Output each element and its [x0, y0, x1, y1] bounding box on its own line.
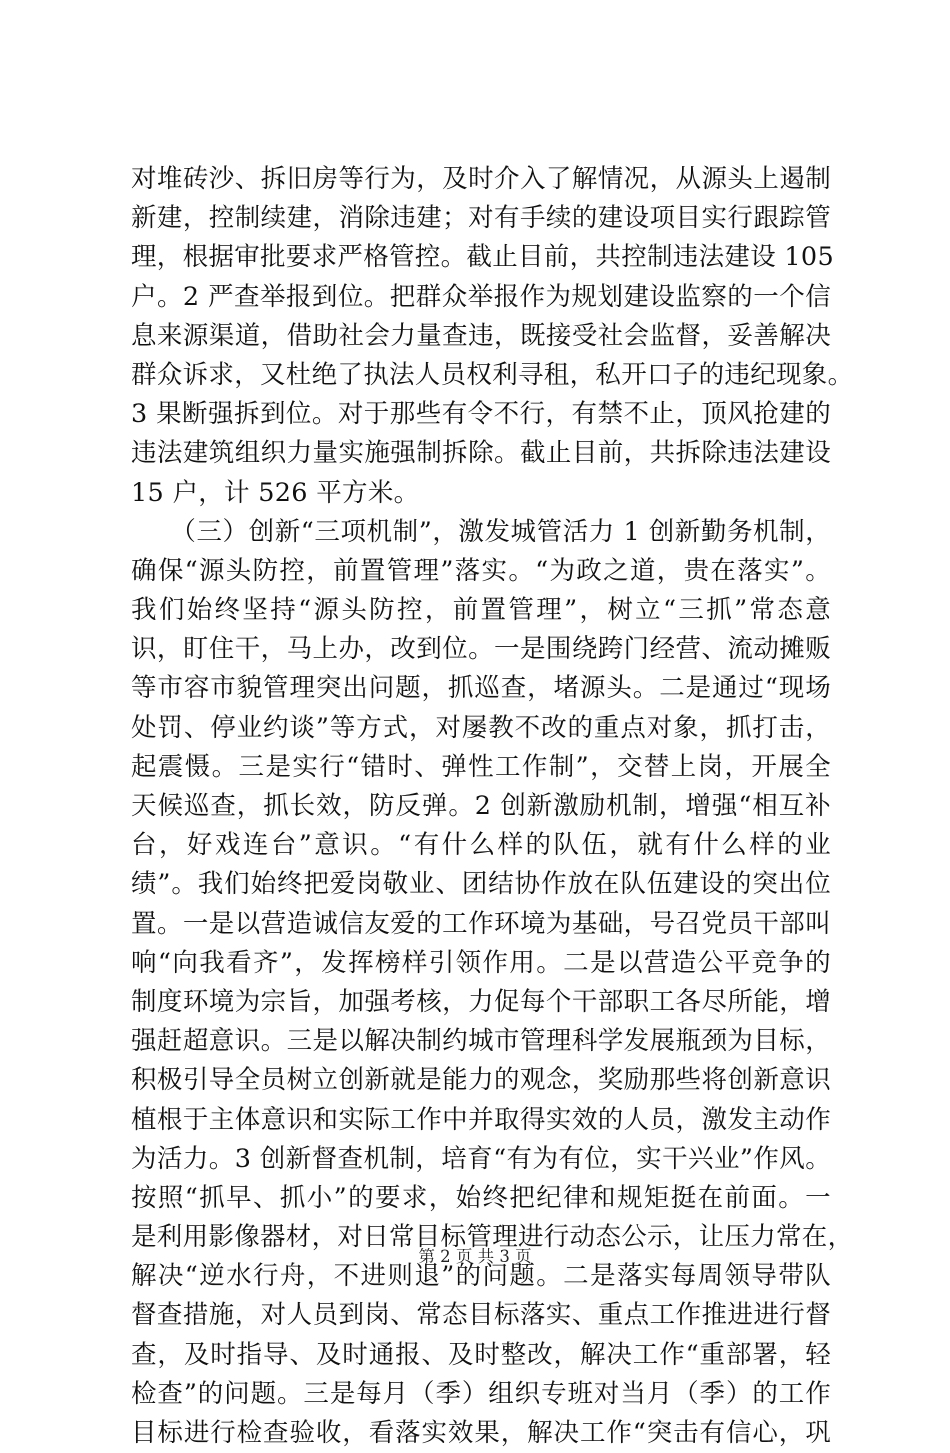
text-line: 理，根据审批要求严格管控。截止目前，共控制违法建设 105: [131, 242, 834, 273]
text-line: 为活力。3 创新督查机制，培育“有为有位，实干兴业”作风。: [131, 1143, 831, 1174]
text-line: 按照“抓早、抓小”的要求，始终把纪律和规矩挺在前面。一: [131, 1182, 831, 1213]
text-line: 违法建筑组织力量实施强制拆除。截止目前，共拆除违法建设: [131, 438, 831, 469]
text-line: 群众诉求，又杜绝了执法人员权利寻租，私开口子的违纪现象。: [131, 359, 854, 390]
text-line: 天候巡查，抓长效，防反弹。2 创新激励机制，增强“相互补: [131, 791, 831, 821]
text-line: 处罚、停业约谈”等方式，对屡教不改的重点对象，抓打击，: [131, 712, 831, 743]
text-line: 息来源渠道，借助社会力量查违，既接受社会监督，妥善解决: [131, 320, 831, 351]
text-line: 目标进行检查验收，看落实效果，解决工作“突击有信心，巩: [131, 1418, 831, 1448]
text-line: 15 户，计 526 平方米。: [131, 477, 420, 508]
text-line: 绩”。我们始终把爱岗敬业、团结协作放在队伍建设的突出位: [131, 869, 831, 900]
text-line: 3 果断强拆到位。对于那些有令不行，有禁不止，顶风抢建的: [131, 399, 831, 430]
text-line: 确保“源头防控，前置管理”落实。“为政之道，贵在落实”。: [131, 555, 831, 586]
page-number-footer: 第 2 页 共 3 页: [418, 1247, 532, 1266]
text-line: 查，及时指导、及时通报、及时整改，解决工作“重部署，轻: [131, 1339, 831, 1370]
text-line: 检查”的问题。三是每月（季）组织专班对当月（季）的工作: [131, 1378, 831, 1409]
text-line: 解决“逆水行舟，不进则退”的问题。二是落实每周领导带队: [131, 1261, 831, 1292]
text-line: 响“向我看齐”，发挥榜样引领作用。二是以营造公平竞争的: [131, 947, 831, 978]
text-line: 是利用影像器材，对日常目标管理进行动态公示，让压力常在，: [131, 1222, 854, 1253]
text-line: 我们始终坚持“源头防控，前置管理”，树立“三抓”常态意: [131, 595, 831, 626]
text-line: 置。一是以营造诚信友爱的工作环境为基础，号召党员干部叫: [131, 908, 831, 939]
text-line: 制度环境为宗旨，加强考核，力促每个干部职工各尽所能，增: [131, 986, 831, 1017]
text-line: 对堆砖沙、拆旧房等行为，及时介入了解情况，从源头上遏制: [131, 164, 831, 194]
text-line: 植根于主体意识和实际工作中并取得实效的人员，激发主动作: [131, 1104, 831, 1135]
text-line: 督查措施，对人员到岗、常态目标落实、重点工作推进进行督: [131, 1300, 831, 1331]
text-line: 户。2 严查举报到位。把群众举报作为规划建设监察的一个信: [131, 281, 831, 312]
text-line: 积极引导全员树立创新就是能力的观念，奖励那些将创新意识: [131, 1065, 831, 1096]
text-line: 识，盯住干，马上办，改到位。一是围绕跨门经营、流动摊贩: [131, 634, 831, 665]
text-line: 台，好戏连台”意识。“有什么样的队伍，就有什么样的业: [131, 830, 831, 861]
text-line: 新建，控制续建，消除违建；对有手续的建设项目实行跟踪管: [131, 203, 831, 234]
text-line: 等市容市貌管理突出问题，抓巡查，堵源头。二是通过“现场: [131, 673, 831, 704]
text-line: （三）创新“三项机制”，激发城管活力 1 创新勤务机制，: [131, 516, 831, 547]
text-line: 强赶超意识。三是以解决制约城市管理科学发展瓶颈为目标，: [131, 1026, 831, 1057]
text-line: 起震慑。三是实行“错时、弹性工作制”，交替上岗，开展全: [131, 751, 831, 782]
